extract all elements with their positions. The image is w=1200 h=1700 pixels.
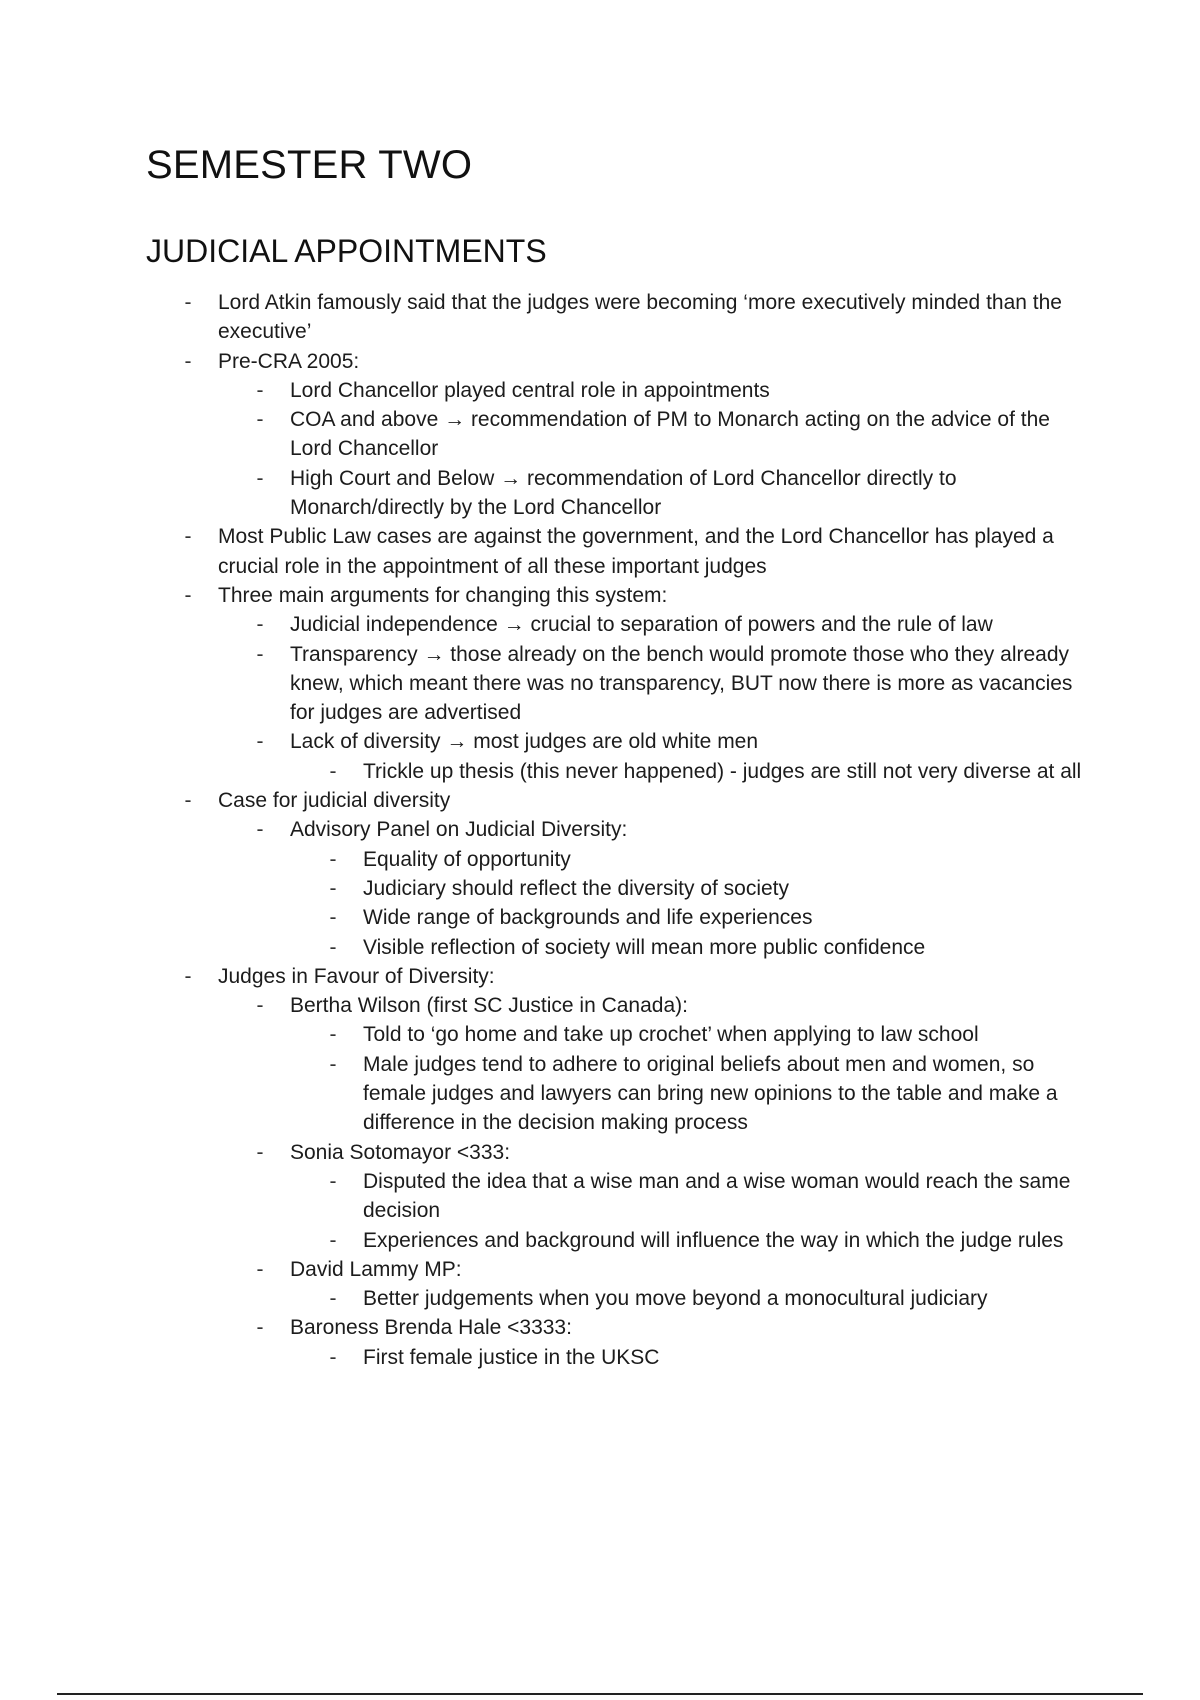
list-item-text: Judicial independence → crucial to separation of powers and the rule of law bbox=[290, 613, 993, 637]
list-item-level-1 bbox=[256, 991, 1090, 1020]
list-item-text: Lack of diversity → most judges are old white men bbox=[290, 730, 759, 754]
list-item-text: Equality of opportunity bbox=[363, 847, 571, 871]
bullet-dash: - bbox=[184, 583, 192, 607]
bullet-dash: - bbox=[329, 1228, 337, 1252]
list-item-level-1 bbox=[256, 610, 1090, 639]
bullet-dash: - bbox=[256, 730, 264, 754]
bullet-dash: - bbox=[256, 466, 264, 490]
bullet-dash: - bbox=[329, 1287, 337, 1311]
bullet-dash: - bbox=[329, 906, 337, 930]
bullet-dash: - bbox=[329, 1345, 337, 1369]
bullet-dash: - bbox=[329, 935, 337, 959]
list-item-text: Bertha Wilson (first SC Justice in Canada): bbox=[290, 994, 688, 1018]
bullet-dash: - bbox=[256, 408, 264, 432]
bullet-dash: - bbox=[184, 291, 192, 314]
list-item-level-2 bbox=[329, 1050, 1090, 1138]
list-item-level-1 bbox=[256, 464, 1090, 523]
list-item-level-2 bbox=[329, 933, 1090, 962]
list-item-level-2 bbox=[329, 1167, 1090, 1226]
list-item-level-0 bbox=[184, 347, 1090, 376]
bullet-dash: - bbox=[256, 378, 264, 402]
list-item-text: COA and above → recommendation of PM to Monarch acting on the advice of the Lord Chancellor bbox=[290, 408, 1050, 461]
list-item-text: Experiences and background will influence the way in which the judge rules bbox=[363, 1228, 1064, 1252]
list-item-level-1 bbox=[256, 1313, 1090, 1342]
list-item-text: Advisory Panel on Judicial Diversity: bbox=[290, 818, 628, 842]
list-item-level-2 bbox=[329, 874, 1090, 903]
list-item-text: Lord Atkin famously said that the judges were becoming ‘more executively minded than the executive’ bbox=[218, 291, 1062, 344]
bullet-dash: - bbox=[329, 759, 337, 783]
list-item-text: Male judges tend to adhere to original beliefs about men and women, so female judges and lawyers can bring new opinions to the table and make a difference in the decision making process bbox=[363, 1052, 1058, 1135]
list-item-text: Three main arguments for changing this system: bbox=[218, 583, 668, 607]
section-heading: JUDICIAL APPOINTMENTS bbox=[146, 233, 547, 269]
list-item-text: Wide range of backgrounds and life experiences bbox=[363, 906, 813, 930]
list-item-text: Told to ‘go home and take up crochet’ when applying to law school bbox=[363, 1023, 979, 1047]
list-item-level-0 bbox=[184, 962, 1090, 991]
bullet-list bbox=[0, 288, 1200, 1372]
list-item-text: David Lammy MP: bbox=[290, 1257, 462, 1281]
list-item-level-2 bbox=[329, 903, 1090, 932]
bullet-dash: - bbox=[184, 789, 192, 813]
list-item-level-1 bbox=[256, 727, 1090, 756]
bullet-dash: - bbox=[184, 525, 192, 549]
list-item-text: First female justice in the UKSC bbox=[363, 1345, 660, 1369]
list-item-text: Judges in Favour of Diversity: bbox=[218, 964, 495, 988]
list-item-text: Transparency → those already on the bench would promote those who they already knew, which meant there was no transparency, BUT now there is more as vacancies for judges are advertised bbox=[290, 642, 1073, 725]
bullet-dash: - bbox=[329, 1023, 337, 1047]
list-item-text: Most Public Law cases are against the government, and the Lord Chancellor has played a crucial role in the appointment of all these important judges bbox=[218, 525, 1054, 578]
list-item-text: Baroness Brenda Hale <3333: bbox=[290, 1316, 572, 1340]
list-item-level-0 bbox=[184, 288, 1090, 347]
list-item-level-2 bbox=[329, 1020, 1090, 1049]
bullet-dash: - bbox=[256, 1257, 264, 1281]
list-item-text: Judiciary should reflect the diversity of society bbox=[363, 876, 790, 900]
bullet-dash: - bbox=[256, 818, 264, 842]
list-item-text: Pre-CRA 2005: bbox=[218, 349, 360, 373]
list-item-level-2 bbox=[329, 1343, 1090, 1372]
list-item-text: Lord Chancellor played central role in appointments bbox=[290, 378, 770, 402]
bullet-dash: - bbox=[184, 349, 192, 373]
bullet-dash: - bbox=[256, 613, 264, 637]
bullet-dash: - bbox=[329, 847, 337, 871]
bullet-dash: - bbox=[256, 642, 264, 666]
list-item-level-0 bbox=[184, 581, 1090, 610]
list-item-text: Disputed the idea that a wise man and a wise woman would reach the same decision bbox=[363, 1169, 1071, 1223]
bullet-dash: - bbox=[184, 964, 192, 988]
list-item-text: Trickle up thesis (this never happened) - judges are still not very diverse at all bbox=[363, 759, 1082, 783]
bullet-dash: - bbox=[329, 1052, 337, 1076]
list-item-level-1 bbox=[256, 405, 1090, 464]
list-item-text: Case for judicial diversity bbox=[218, 789, 451, 813]
list-item-level-1 bbox=[256, 1255, 1090, 1284]
page-bottom-rule bbox=[57, 1693, 1143, 1695]
list-item-text: High Court and Below → recommendation of Lord Chancellor directly to Monarch/directly by the Lord Chancellor bbox=[290, 466, 957, 520]
list-item-level-2 bbox=[329, 757, 1090, 786]
list-item-text: Sonia Sotomayor <333: bbox=[290, 1140, 511, 1164]
bullet-dash: - bbox=[329, 1169, 337, 1193]
page-title: SEMESTER TWO bbox=[146, 143, 473, 187]
bullet-dash: - bbox=[256, 1140, 264, 1164]
list-item-level-1 bbox=[256, 640, 1090, 728]
list-item-level-2 bbox=[329, 1226, 1090, 1255]
bullet-dash: - bbox=[256, 994, 264, 1018]
bullet-dash: - bbox=[256, 1316, 264, 1340]
list-item-text: Better judgements when you move beyond a monocultural judiciary bbox=[363, 1287, 988, 1311]
list-item-level-2 bbox=[329, 1284, 1090, 1313]
list-item-text: Visible reflection of society will mean more public confidence bbox=[363, 935, 926, 959]
bullet-dash: - bbox=[329, 876, 337, 900]
list-item-level-2 bbox=[329, 845, 1090, 874]
list-item-level-0 bbox=[184, 786, 1090, 815]
list-item-level-0 bbox=[184, 522, 1090, 581]
list-item-level-1 bbox=[256, 1138, 1090, 1167]
list-item-level-1 bbox=[256, 376, 1090, 405]
list-item-level-1 bbox=[256, 815, 1090, 844]
